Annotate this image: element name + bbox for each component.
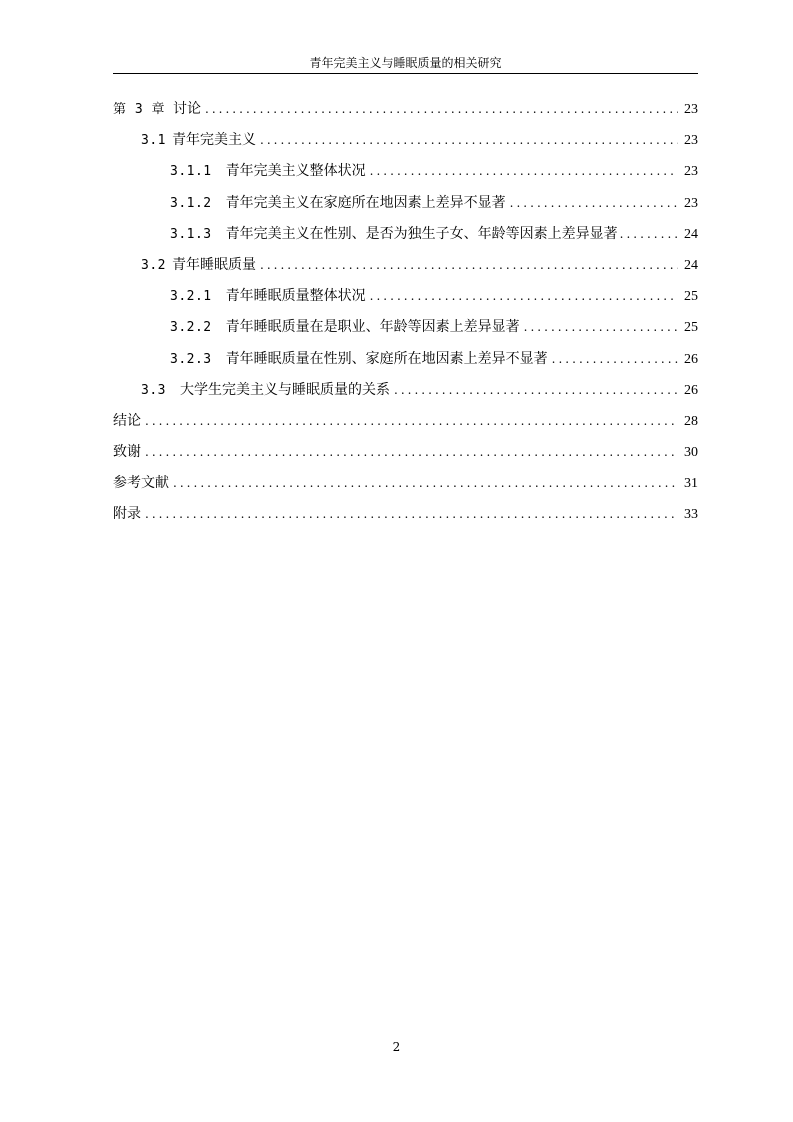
toc-entry-label: 大学生完美主义与睡眠质量的关系 — [179, 381, 390, 398]
dot-leader — [260, 258, 678, 272]
toc-entry-number: 第 3 章 — [113, 102, 165, 117]
toc-entry-number: 3.2.3 — [170, 351, 212, 367]
toc-entry-conclusion[interactable] — [113, 410, 698, 441]
dot-leader — [173, 476, 678, 490]
toc-entry-number: 3.1.1 — [170, 164, 212, 180]
toc-entry-page: 33 — [684, 507, 698, 523]
dot-leader — [145, 507, 678, 521]
dot-leader — [510, 196, 678, 210]
toc-entry-page: 23 — [684, 133, 698, 149]
toc-entry-label: 讨论 — [172, 101, 201, 117]
toc-entry-3-1-1[interactable] — [113, 160, 698, 191]
toc-entry-references[interactable] — [113, 472, 698, 503]
toc-entry-page: 24 — [684, 257, 698, 273]
dot-leader — [145, 414, 678, 428]
header-rule — [113, 73, 698, 74]
toc-entry-3-1[interactable] — [113, 129, 698, 160]
toc-entry-label: 青年睡眠质量在性别、家庭所在地因素上差异不显著 — [225, 350, 548, 367]
toc-entry-page: 23 — [684, 102, 698, 117]
dot-leader — [370, 164, 678, 178]
toc-entry-page: 28 — [684, 413, 698, 429]
dot-leader — [620, 227, 680, 241]
dot-leader — [205, 102, 678, 116]
table-of-contents — [113, 98, 698, 535]
page-number: 2 — [392, 1040, 401, 1054]
toc-entry-label: 青年完美主义在性别、是否为独生子女、年龄等因素上差异显著 — [225, 225, 618, 242]
toc-entry-number: 3.2.2 — [170, 320, 212, 336]
dot-leader — [145, 445, 678, 459]
dot-leader — [394, 383, 678, 397]
toc-entry-3-2[interactable] — [113, 254, 698, 285]
toc-entry-number: 3.2.1 — [170, 289, 212, 305]
toc-entry-3-2-1[interactable] — [113, 285, 698, 316]
toc-entry-chapter-3[interactable] — [113, 98, 698, 129]
toc-entry-label: 青年睡眠质量整体状况 — [225, 288, 366, 305]
toc-entry-page: 24 — [684, 226, 698, 242]
toc-entry-label: 青年睡眠质量 — [171, 256, 256, 273]
toc-entry-page: 23 — [684, 195, 698, 211]
toc-entry-label: 青年完美主义在家庭所在地因素上差异不显著 — [225, 194, 506, 211]
toc-entry-label: 青年完美主义整体状况 — [225, 163, 366, 180]
toc-entry-page: 25 — [684, 289, 698, 305]
toc-entry-number: 3.1 — [141, 133, 166, 149]
toc-entry-3-1-3[interactable] — [113, 223, 698, 254]
toc-entry-appendix[interactable] — [113, 503, 698, 534]
toc-entry-label: 青年完美主义 — [171, 132, 256, 149]
toc-entry-label: 参考文献 — [113, 475, 169, 492]
dot-leader — [370, 289, 678, 303]
toc-entry-label: 附录 — [113, 506, 141, 523]
toc-entry-page: 25 — [684, 320, 698, 336]
toc-entry-label: 致谢 — [113, 444, 141, 461]
toc-entry-3-3[interactable] — [113, 379, 698, 410]
toc-entry-label: 青年睡眠质量在是职业、年龄等因素上差异显著 — [225, 319, 520, 336]
toc-entry-page: 26 — [684, 351, 698, 367]
toc-entry-number: 3.1.2 — [170, 195, 212, 211]
toc-entry-number: 3.2 — [141, 257, 166, 273]
dot-leader — [524, 320, 678, 334]
toc-entry-3-2-3[interactable] — [113, 348, 698, 379]
toc-entry-number: 3.3 — [141, 382, 166, 398]
toc-entry-page: 23 — [684, 164, 698, 180]
running-header: 青年完美主义与睡眠质量的相关研究 — [309, 56, 502, 70]
toc-entry-page: 31 — [684, 476, 698, 492]
toc-entry-3-1-2[interactable] — [113, 192, 698, 223]
dot-leader — [552, 352, 678, 366]
toc-entry-acknowledgements[interactable] — [113, 441, 698, 472]
toc-entry-page: 26 — [684, 382, 698, 398]
toc-entry-page: 30 — [684, 445, 698, 461]
dot-leader — [260, 133, 678, 147]
toc-entry-label: 结论 — [113, 412, 141, 429]
toc-entry-number: 3.1.3 — [170, 226, 212, 242]
toc-entry-3-2-2[interactable] — [113, 316, 698, 347]
